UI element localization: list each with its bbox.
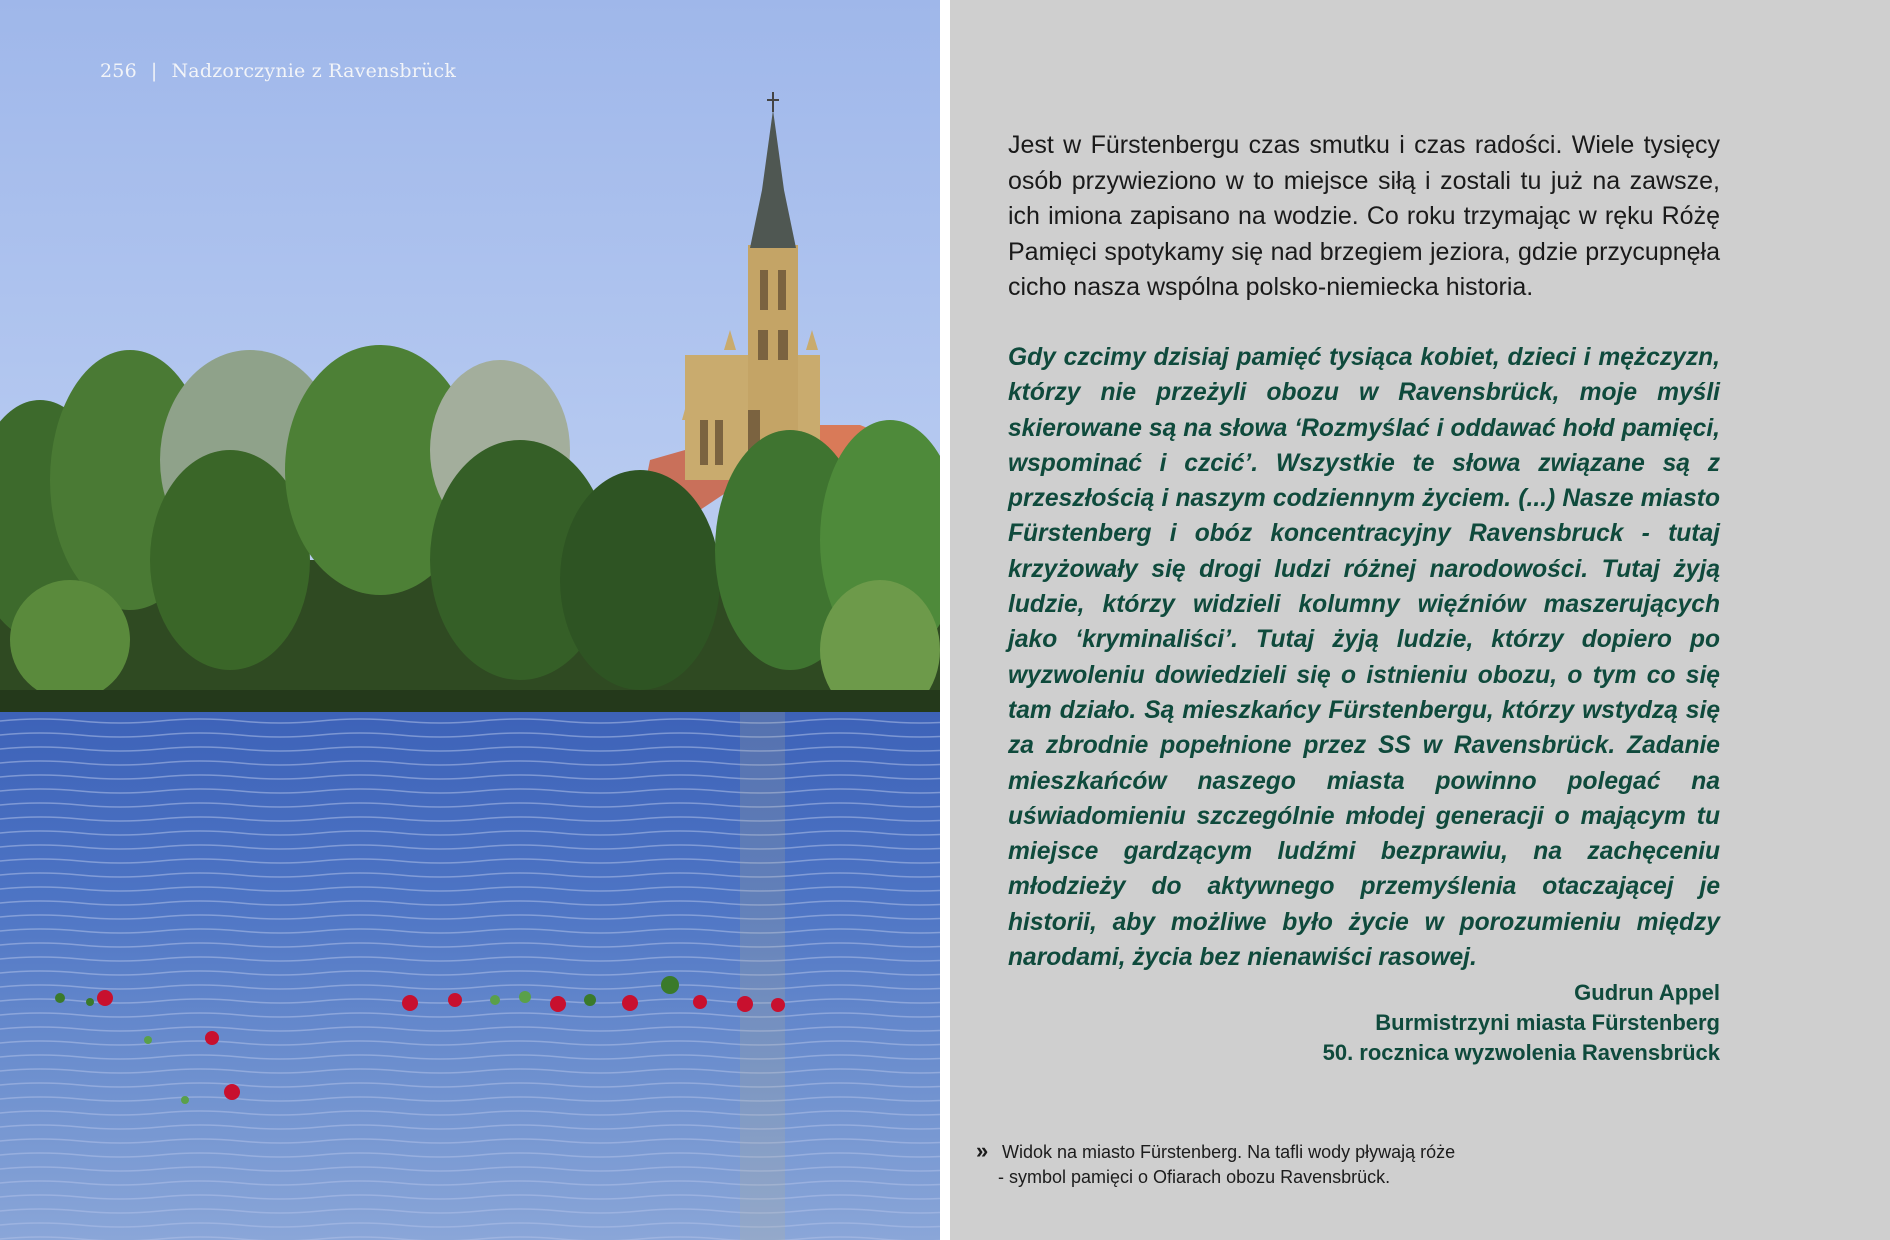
caption-marker-icon: » [976, 1138, 989, 1163]
running-head [100, 60, 456, 82]
signature-block [1008, 978, 1720, 1068]
signature-role: Burmistrzyni miasta Fürstenberg [1375, 1010, 1720, 1035]
photo-caption [976, 1140, 1536, 1190]
caption-line-2: - symbol pamięci o Ofiarach obozu Ravensbrück. [998, 1167, 1391, 1187]
header-separator: | [150, 60, 158, 82]
text-page [950, 0, 1890, 1240]
page-number: 256 [100, 60, 137, 82]
page-gutter [940, 0, 950, 1240]
signature-name: Gudrun Appel [1574, 980, 1720, 1005]
book-title: Nadzorczynie z Ravensbrück [171, 60, 457, 82]
quote-paragraph: Gdy czcimy dzisiaj pamięć tysiąca kobiet, dzieci i mężczyzn, którzy nie przeżyli obozu w Ravensbrück, moje myśli skierowane są na słowa ‘Rozmyślać i oddawać hołd pamięci, wspominać i czcić’. Wszystkie te słowa związane są z przeszłością i naszym codziennym życiem. (...) Nasze miasto Fürstenberg i obóz koncentracyjny Ravensbruck - tutaj krzyżowały się drogi ludzi różnej narodowości. Tutaj żyją ludzie, którzy widzieli kolumny więźniów maszerujących jako ‘kryminaliści’. Tutaj żyją ludzie, którzy dopiero po wyzwoleniu dowiedzieli się o istnieniu obozu, o tym co się tam działo. Są mieszkańcy Fürstenbergu, którzy wstydzą się za zbrodnie popełnione przez SS w Ravensbrück. Zadanie mieszkańców naszego miasta powinno polegać na uświadomieniu szczególnie młodej generacji o mającym tu miejsce gardzącym ludźmi bezprawiu, na zachęceniu młodzieży do aktywnego przemyślenia otaczającej je historii, aby możliwe było życie w porozumieniu między narodami, życia bez nienawiści rasowej. [1008, 344, 1720, 972]
photo-lake-church [0, 0, 940, 1240]
intro-paragraph: Jest w Fürstenbergu czas smutku i czas radości. Wiele tysięcy osób przywieziono w to miejsce siłą i zostali tu już na zawsze, ich imiona zapisano na wodzie. Co roku trzymając w ręku Różę Pamięci spotykamy się nad brzegiem jeziora, gdzie przycupnęła cicho nasza wspólna polsko-niemiecka historia. [1008, 131, 1720, 301]
caption-line-1: Widok na miasto Fürstenberg. Na tafli wody pływają róże [1002, 1142, 1456, 1162]
signature-occasion: 50. rocznica wyzwolenia Ravensbrück [1322, 1040, 1720, 1065]
lake-church-illustration [0, 0, 940, 1240]
